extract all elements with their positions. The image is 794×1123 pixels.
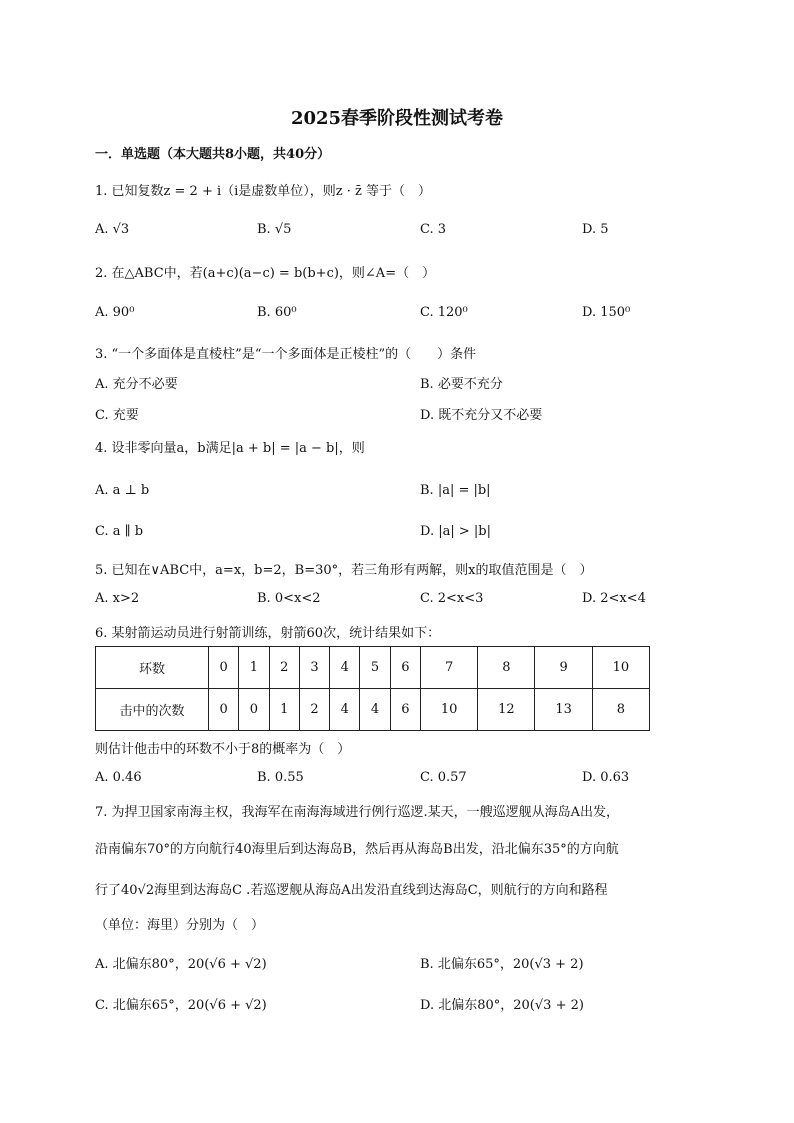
table-cell: 6	[390, 647, 420, 689]
page-title: 2025春季阶段性测试考卷	[290, 108, 504, 129]
question-1-option-c: C. 3	[420, 222, 447, 237]
question-3-option-c: C. 充要	[95, 408, 139, 423]
table-cell: 4	[360, 689, 390, 731]
table-row	[96, 647, 650, 689]
question-7-option-d: D. 北偏东80°，20(√3 + 2)	[420, 998, 584, 1013]
question-6-option-b: B. 0.55	[257, 770, 304, 785]
question-2-option-b: B. 60⁰	[257, 305, 297, 320]
question-2-option-d: D. 150⁰	[582, 305, 631, 320]
table-cell: 9	[535, 647, 592, 689]
question-6-prompt: 则估计他击中的环数不小于8的概率为（ ）	[95, 742, 351, 757]
question-6-option-c: C. 0.57	[420, 770, 467, 785]
question-7-line-3: 行了40√2海里到达海岛C .若巡逻舰从海岛A出发沿直线到达海岛C，则航行的方向和路程	[95, 883, 608, 898]
table-cell: 6	[390, 689, 420, 731]
question-7-option-a: A. 北偏东80°，20(√6 + √2)	[95, 957, 267, 972]
question-7-line-4: （单位：海里）分别为（ ）	[95, 918, 265, 933]
question-1-option-b: B. √5	[257, 222, 292, 237]
question-1-stem: 1. 已知复数z = 2 + i（i是虚数单位），则z · z̄ 等于（ ）	[95, 184, 432, 199]
table-cell: 5	[360, 647, 390, 689]
question-3-option-d: D. 既不充分又不必要	[420, 408, 543, 423]
table-row	[96, 689, 650, 731]
question-3-stem: 3. “一个多面体是直棱柱”是“一个多面体是正棱柱”的（ ）条件	[95, 347, 477, 362]
question-4-option-b: B. |a| = |b|	[420, 483, 491, 498]
question-2-option-c: C. 120⁰	[420, 305, 468, 320]
question-4-option-c: C. a ∥ b	[95, 524, 144, 539]
table-cell: 10	[420, 689, 477, 731]
question-2-option-a: A. 90⁰	[95, 305, 135, 320]
table-cell: 1	[269, 689, 299, 731]
question-7-line-1: 7. 为捍卫国家南海主权，我海军在南海海域进行例行巡逻.某天，一艘巡逻舰从海岛A出发，	[95, 805, 620, 820]
question-4-stem: 4. 设非零向量a，b满足|a + b| = |a − b|，则	[95, 441, 365, 456]
question-6-option-d: D. 0.63	[582, 770, 630, 785]
question-5-option-a: A. x>2	[95, 591, 140, 606]
question-7-option-b: B. 北偏东65°，20(√3 + 2)	[420, 957, 584, 972]
question-1-option-d: D. 5	[582, 222, 609, 237]
question-5-option-d: D. 2<x<4	[582, 591, 646, 606]
table-cell: 8	[592, 689, 649, 731]
question-7-option-c: C. 北偏东65°，20(√6 + √2)	[95, 998, 267, 1013]
table-cell: 2	[269, 647, 299, 689]
question-5-option-b: B. 0<x<2	[257, 591, 321, 606]
table-cell: 1	[239, 647, 269, 689]
score-table	[95, 646, 650, 731]
section-heading: 一．单选题（本大题共8小题，共40分）	[95, 147, 331, 162]
table-header-cell: 环数	[96, 647, 209, 689]
question-4-option-a: A. a ⊥ b	[95, 483, 150, 498]
table-cell: 10	[592, 647, 649, 689]
table-cell: 0	[209, 689, 239, 731]
table-cell: 12	[478, 689, 535, 731]
table-cell: 0	[209, 647, 239, 689]
table-header-cell: 击中的次数	[96, 689, 209, 731]
question-5-option-c: C. 2<x<3	[420, 591, 484, 606]
table-cell: 8	[478, 647, 535, 689]
table-cell: 4	[330, 689, 360, 731]
table-cell: 13	[535, 689, 592, 731]
table-cell: 2	[299, 689, 329, 731]
table-cell: 3	[299, 647, 329, 689]
question-7-line-2: 沿南偏东70°的方向航行40海里后到达海岛B，然后再从海岛B出发，沿北偏东35°的方向航	[95, 842, 619, 857]
question-5-stem: 5. 已知在∨ABC中，a=x，b=2，B=30°，若三角形有两解，则x的取值范围是（ ）	[95, 563, 593, 578]
table-cell: 7	[420, 647, 477, 689]
table-cell: 0	[239, 689, 269, 731]
question-3-option-b: B. 必要不充分	[420, 377, 503, 392]
table-cell: 4	[330, 647, 360, 689]
question-1-option-a: A. √3	[95, 222, 130, 237]
question-2-stem: 2. 在△ABC中，若(a+c)(a−c) = b(b+c)，则∠A=（ ）	[95, 266, 436, 281]
question-6-option-a: A. 0.46	[95, 770, 142, 785]
question-3-option-a: A. 充分不必要	[95, 377, 178, 392]
question-6-stem: 6. 某射箭运动员进行射箭训练，射箭60次，统计结果如下：	[95, 626, 441, 641]
question-4-option-d: D. |a| > |b|	[420, 524, 491, 539]
